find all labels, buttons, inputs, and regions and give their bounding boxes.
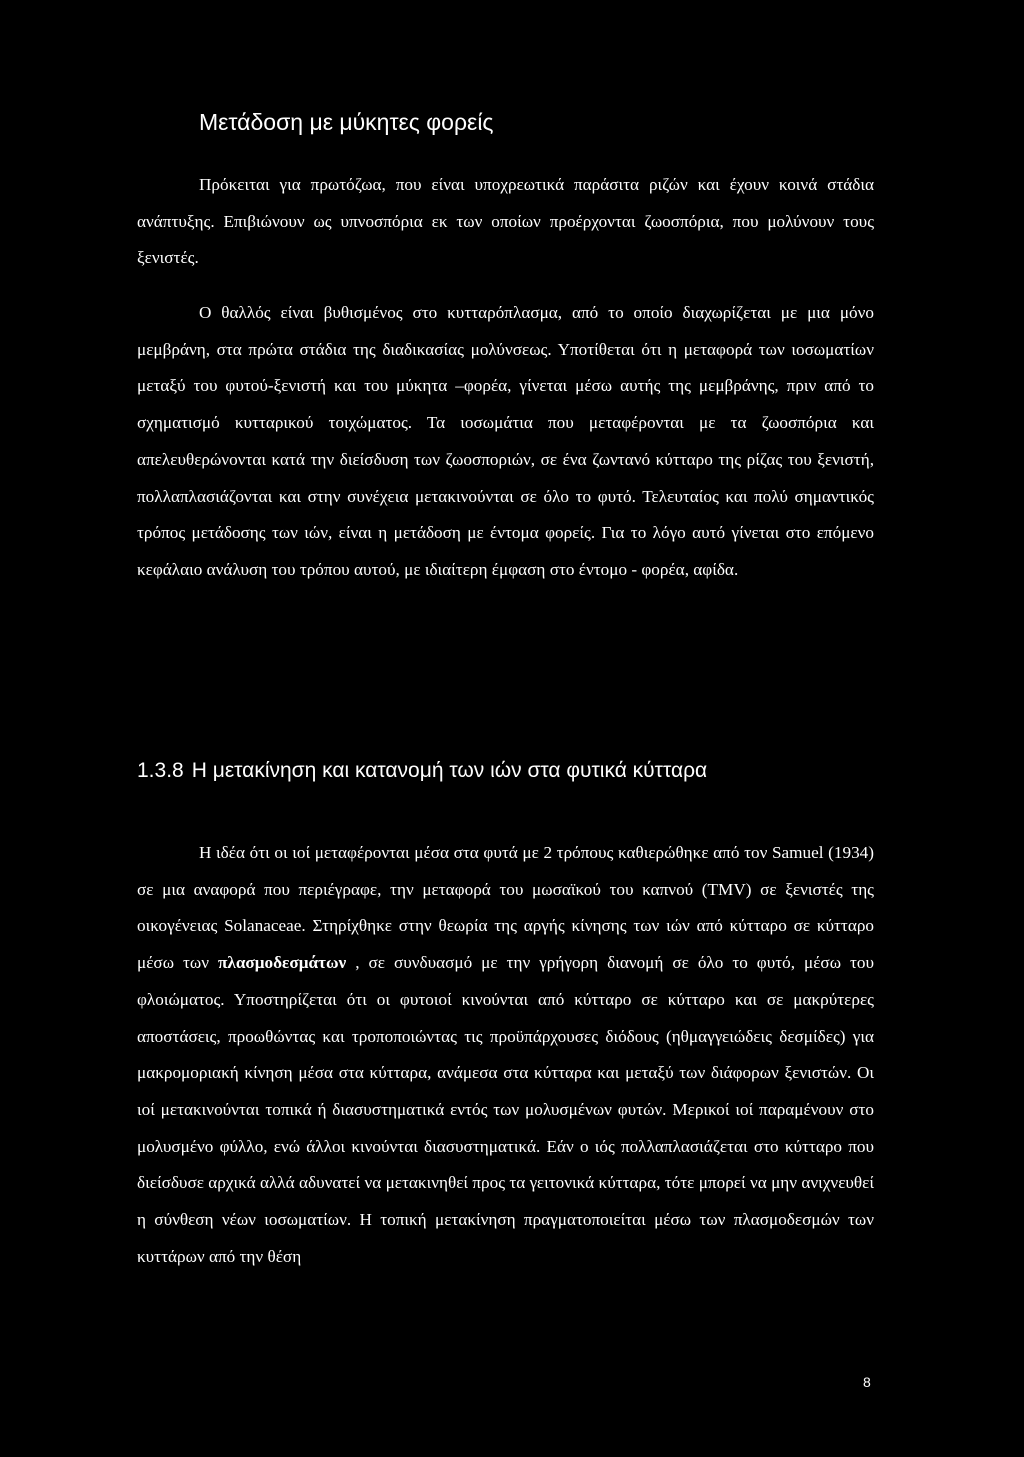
page-number: 8 xyxy=(863,1374,871,1390)
subsection-number: 1.3.8 xyxy=(137,759,184,782)
bold-term: πλασμοδεσμάτων xyxy=(217,953,347,973)
body-paragraph xyxy=(137,835,874,1275)
subsection-title: Η μετακίνηση και κατανομή των ιών στα φυτικά κύτταρα xyxy=(191,759,708,782)
body-paragraph: Πρόκειται για πρωτόζωα, που είναι υποχρεωτικά παράσιτα ριζών και έχουν κοινά στάδια ανάπτυξης. Επιβιώνουν ως υπνοσπόρια εκ των οποίων προέρχονται ζωοσπόρια, που μολύνουν τους ξενιστές. xyxy=(137,175,874,268)
section-heading: Μετάδοση με μύκητες φορείς xyxy=(199,109,494,135)
paragraph-text: Η ιδέα ότι οι ιοί μεταφέρονται μέσα στα φυτά με 2 τρόπους καθιερώθηκε από τον Samuel (1934) σε μια αναφορά που περιέγραφε, την μεταφορά του μωσαϊκού του καπνού (TMV) σε ξενιστές της οικογένειας Solanaceae. Στηρίχθηκε στην θεωρία της αργής κίνησης των ιών από κύτταρο σε κύτταρο μέσω των xyxy=(137,843,874,973)
paragraph-text: , σε συνδυασμό με την γρήγορη διανομή σε όλο το φυτό, μέσω του φλοιώματος. Υποστηρίζεται ότι οι φυτοιοί κινούνται από κύτταρο σε κύτταρο και σε μακρύτερες αποστάσεις, προωθώντας και τροποποιώντας τις προϋπάρχουσες διόδους (ηθμαγγειώδεις δεσμίδες) για μακρομοριακή κίνηση μέσα στα κύτταρα, ανάμεσα στα κύτταρα και μεταξύ των διάφορων ξενιστών. Οι ιοί μετακινούνται τοπικά ή διασυστηματικά εντός των μολυσμένων φυτών. Μερικοί ιοί παραμένουν στο μολυσμένο φύλλο, ενώ άλλοι κινούνται διασυστηματικά. Εάν ο ιός πολλαπλασιάζεται στο κύτταρο που διείσδυσε αρχικά αλλά αδυνατεί να μετακινηθεί προς τα γειτονικά κύτταρα, τότε μπορεί να μην ανιχνευθεί η σύνθεση νέων ιοσωματίων. Η τοπική μετακίνηση πραγματοποιείται μέσω των πλασμοδεσμών των κυττάρων από την θέση xyxy=(137,953,874,1266)
body-paragraph: Ο θαλλός είναι βυθισμένος στο κυτταρόπλασμα, από το οποίο διαχωρίζεται με μια μόνο μεμβράνη, στα πρώτα στάδια της διαδικασίας μολύνσεως. Υποτίθεται ότι η μεταφορά των ιοσωματίων μεταξύ του φυτού-ξενιστή και του μύκητα –φορέα, γίνεται μέσω αυτής της μεμβράνης, πριν από το σχηματισμό κυτταρικού τοιχώματος. Τα ιοσωμάτια που μεταφέρονται με τα ζωοσπόρια και απελευθερώνονται κατά την διείσδυση των ζωοσποριών, σε ένα ζωντανό κύτταρο της ρίζας του ξενιστή, πολλαπλασιάζονται και στην συνέχεια μετακινούνται σε όλο το φυτό. Τελευταίος και πολύ σημαντικός τρόπος μετάδοσης των ιών, είναι η μετάδοση με έντομα φορείς. Για το λόγο αυτό γίνεται στο επόμενο κεφάλαιο ανάλυση του τρόπου αυτού, με ιδιαίτερη έμφαση στο έντομο - φορέα, αφίδα. xyxy=(137,303,874,579)
subsection-heading xyxy=(137,759,707,783)
